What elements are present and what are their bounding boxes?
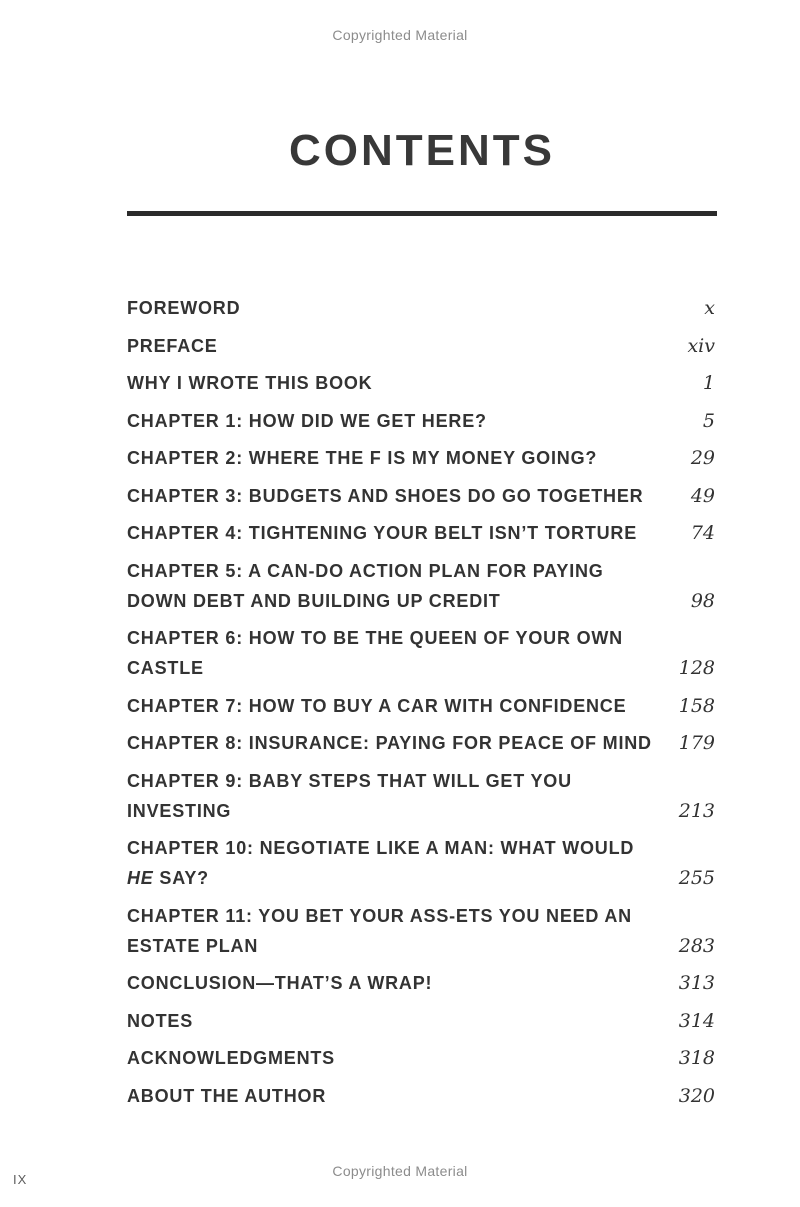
toc-entry-label xyxy=(127,1006,193,1036)
table-of-contents xyxy=(127,293,715,1118)
toc-entry-line: ABOUT THE AUTHOR xyxy=(127,1085,327,1106)
title-divider-rule xyxy=(127,211,717,216)
toc-entry xyxy=(127,368,715,398)
toc-entry-label xyxy=(127,766,667,826)
toc-entry xyxy=(127,728,715,758)
toc-entry-line: CHAPTER 1: HOW DID WE GET HERE? xyxy=(127,410,487,431)
toc-entry-page-number: 5 xyxy=(702,409,715,432)
toc-entry-line: DOWN DEBT AND BUILDING UP CREDIT xyxy=(127,590,501,611)
toc-entry-label xyxy=(127,293,240,323)
toc-entry-line: CASTLE xyxy=(127,658,204,678)
toc-entry-page-number: 314 xyxy=(678,1009,715,1032)
toc-entry-label xyxy=(127,623,623,683)
toc-entry-page-number: 74 xyxy=(690,522,715,544)
toc-entry-page-number: 128 xyxy=(678,657,715,679)
toc-entry-label xyxy=(127,1043,335,1073)
page-title: CONTENTS xyxy=(289,126,555,175)
toc-entry-line: FOREWORD xyxy=(127,298,241,318)
toc-entry-line: CHAPTER 5: A CAN-DO ACTION PLAN FOR PAYING xyxy=(127,560,604,581)
toc-entry xyxy=(127,518,715,548)
toc-entry xyxy=(127,833,715,893)
toc-entry xyxy=(127,691,715,721)
toc-entry xyxy=(127,331,715,361)
toc-entry-line: NOTES xyxy=(127,1010,194,1031)
toc-entry-label xyxy=(127,901,632,961)
toc-entry-page-number: 49 xyxy=(690,484,715,507)
toc-entry-page-number: 158 xyxy=(678,694,715,717)
toc-entry-line: CHAPTER 6: HOW TO BE THE QUEEN OF YOUR OWN xyxy=(127,628,623,648)
toc-entry-label xyxy=(127,691,626,721)
toc-entry xyxy=(127,481,715,511)
toc-entry xyxy=(127,901,715,961)
toc-entry-line: PREFACE xyxy=(127,335,218,356)
toc-entry xyxy=(127,1043,715,1073)
toc-entry-line: CHAPTER 2: WHERE THE F IS MY MONEY GOING? xyxy=(127,448,598,468)
toc-entry-label xyxy=(127,1081,326,1111)
toc-entry-line: CHAPTER 9: BABY STEPS THAT WILL GET YOU INVESTING xyxy=(127,770,572,821)
toc-entry-line: CONCLUSION—THAT’S A WRAP! xyxy=(127,973,433,993)
toc-entry-page-number: 283 xyxy=(678,934,715,957)
toc-entry-label xyxy=(127,518,637,548)
toc-entry-page-number: 255 xyxy=(678,867,715,889)
toc-entry-line: ESTATE PLAN xyxy=(127,935,259,956)
toc-entry-label xyxy=(127,406,487,436)
toc-entry-label xyxy=(127,556,604,616)
toc-entry xyxy=(127,1081,715,1111)
toc-entry-label xyxy=(127,331,218,361)
page-number-folio: IX xyxy=(13,1172,28,1187)
toc-entry-line: HE SAY? xyxy=(127,868,209,888)
toc-entry-line: CHAPTER 4: TIGHTENING YOUR BELT ISN’T TORTURE xyxy=(127,523,638,543)
toc-entry-line: CHAPTER 11: YOU BET YOUR ASS-ETS YOU NEED AN xyxy=(127,905,632,926)
toc-entry-line: CHAPTER 7: HOW TO BUY A CAR WITH CONFIDENCE xyxy=(127,695,627,716)
toc-entry-page-number: 318 xyxy=(678,1047,715,1069)
copyright-notice-bottom: Copyrighted Material xyxy=(332,1163,468,1179)
toc-entry xyxy=(127,406,715,436)
toc-entry xyxy=(127,556,715,616)
toc-entry-page-number: 213 xyxy=(678,799,715,822)
toc-entry-page-number: 313 xyxy=(678,972,715,994)
toc-entry-line: CHAPTER 10: NEGOTIATE LIKE A MAN: WHAT WOULD xyxy=(127,838,635,858)
toc-entry-label xyxy=(127,833,634,893)
toc-entry-page-number: x xyxy=(704,297,715,319)
toc-entry-page-number: 179 xyxy=(678,732,715,754)
toc-entry xyxy=(127,766,715,826)
toc-entry-page-number: 98 xyxy=(690,589,715,612)
toc-entry-line: WHY I WROTE THIS BOOK xyxy=(127,373,373,393)
toc-entry-line: CHAPTER 8: INSURANCE: PAYING FOR PEACE OF MIND xyxy=(127,733,652,753)
toc-entry-label xyxy=(127,368,372,398)
copyright-notice-top: Copyrighted Material xyxy=(332,27,468,43)
toc-entry xyxy=(127,293,715,323)
toc-entry xyxy=(127,443,715,473)
toc-entry-page-number: 1 xyxy=(702,372,715,394)
toc-entry-label xyxy=(127,968,432,998)
toc-entry-line: ACKNOWLEDGMENTS xyxy=(127,1048,335,1068)
toc-entry xyxy=(127,968,715,998)
toc-entry-page-number: 29 xyxy=(690,447,715,469)
toc-entry-label xyxy=(127,443,597,473)
toc-entry-line: CHAPTER 3: BUDGETS AND SHOES DO GO TOGETHER xyxy=(127,485,644,506)
toc-entry-page-number: xiv xyxy=(687,334,715,357)
toc-entry-label xyxy=(127,728,652,758)
toc-entry-page-number: 320 xyxy=(678,1084,715,1107)
toc-entry-label xyxy=(127,481,643,511)
toc-entry xyxy=(127,1006,715,1036)
toc-entry xyxy=(127,623,715,683)
